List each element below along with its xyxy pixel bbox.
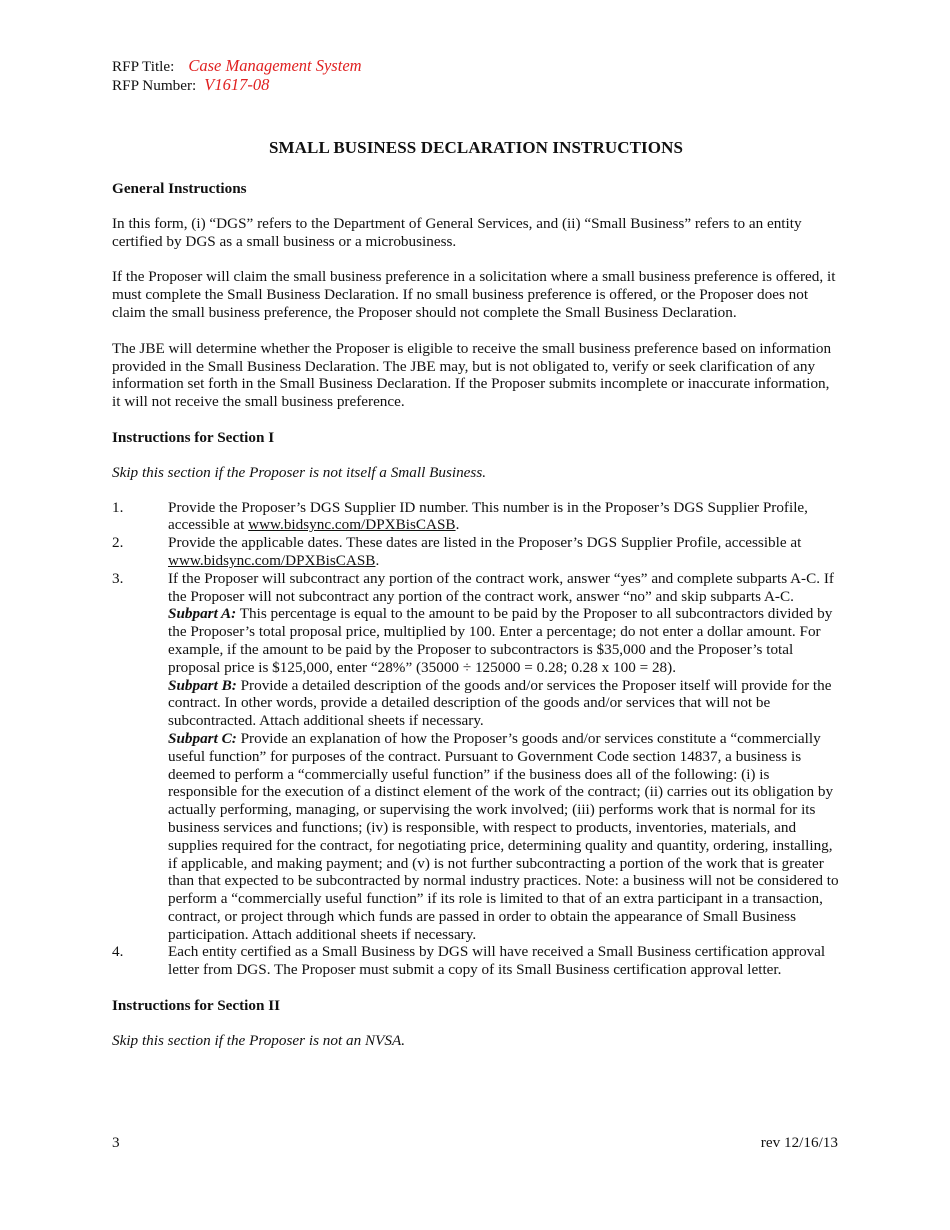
item-1-text: Provide the Proposer’s DGS Supplier ID number. This number is in the Proposer’s DGS Supplier Profile, accessible at xyxy=(168,498,808,534)
subpart-c-text: Provide an explanation of how the Proposer’s goods and/or services constitute a “commercially useful function” for purposes of the contract. Pursuant to Government Code section 14837, a business is deemed to perform a “commercially useful function” if the business does all of the following: (i) is responsible for the execution of a distinct element of the work of the contract; (ii) carries out its obligation by actually performing, managing, or supervising the work involved; (iii) performs work that is normal for its business services and functions; (iv) is responsible, with respect to products, inventories, materials, and supplies required for the contract, for negotiating price, determining quality and quantity, ordering, installing, if applicable, and making payment; and (v) is not further subcontracting a portion of the work that is greater than that expected to be subcontracted by normal industry practices. Note: a business will not be considered to perform a “commercially useful function” if its role is limited to that of an extra participant in a transaction, contract, or project through which funds are passed in order to obtain the appearance of Small Business participation. Attach additional sheets if necessary. xyxy=(168,729,839,943)
section-2-skip-note: Skip this section if the Proposer is not an NVSA. xyxy=(112,1031,406,1049)
rfp-number-line xyxy=(112,76,840,95)
list-item-number: 4. xyxy=(112,943,124,961)
list-item-number: 3. xyxy=(112,569,124,587)
section-1-heading: Instructions for Section I xyxy=(112,428,275,446)
list-item xyxy=(112,534,840,570)
subpart-a-text: This percentage is equal to the amount to be paid by the Proposer to all subcontractors divided by the Proposer’s total proposal price, multiplied by 100. Enter a percentage; do not enter a dollar amount. For example, if the amount to be paid by the Proposer to subcontractors is $35,000 and the Proposer’s total proposal price is $125,000, enter “28%” (35000 ÷ 125000 = 0.28; 0.28 x 100 = 28). xyxy=(168,605,833,676)
general-paragraph-1: In this form, (i) “DGS” refers to the Department of General Services, and (ii) “Small Business” refers to an entity certified by DGS as a small business or a microbusiness. xyxy=(112,214,802,250)
rfp-number-value: V1617-08 xyxy=(204,75,270,94)
rfp-number-label: RFP Number: xyxy=(112,77,197,94)
subpart-b-text: Provide a detailed description of the goods and/or services the Proposer itself will provide for the contract. In other words, provide a detailed description of the goods and/or services that will not be subcontracted. Attach additional sheets if necessary. xyxy=(168,676,832,730)
subpart-a xyxy=(168,605,840,676)
rfp-title-line xyxy=(112,57,840,76)
section-1-instruction-list xyxy=(112,499,840,980)
document-page xyxy=(112,57,840,1050)
subpart-a-label: Subpart A: xyxy=(168,605,237,623)
item-2-text: Provide the applicable dates. These dates are listed in the Proposer’s DGS Supplier Profile, accessible at xyxy=(168,534,802,552)
list-item-number: 2. xyxy=(112,534,124,552)
list-item-text xyxy=(168,570,840,944)
page-title: SMALL BUSINESS DECLARATION INSTRUCTIONS xyxy=(268,138,684,157)
list-item xyxy=(112,570,840,944)
list-item-text xyxy=(168,534,840,570)
subpart-c-label: Subpart C: xyxy=(168,729,237,747)
subpart-c xyxy=(168,730,840,944)
rfp-title-value: Case Management System xyxy=(188,56,362,75)
general-paragraph-2: If the Proposer will claim the small business preference in a solicitation where a small business preference is offered, it must complete the Small Business Declaration. If no small business preference is offered, or the Proposer does not claim the small business preference, the Proposer should not complete the Small Business Declaration. xyxy=(112,268,836,321)
subpart-b xyxy=(168,677,840,730)
item-3-text: If the Proposer will subcontract any portion of the contract work, answer “yes” and complete subparts A-C. If the Proposer will not subcontract any portion of the contract work, answer “no” and skip subparts A-C. xyxy=(168,569,834,605)
bidsync-link[interactable]: www.bidsync.com/DPXBisCASB xyxy=(168,551,376,569)
page-number: 3 xyxy=(112,1134,120,1151)
list-item-text xyxy=(168,499,840,535)
list-item-number: 1. xyxy=(112,498,124,516)
list-item xyxy=(112,943,840,979)
rfp-title-label: RFP Title: xyxy=(112,58,175,75)
list-item-text: Each entity certified as a Small Business by DGS will have received a Small Business certification approval letter from DGS. The Proposer must submit a copy of its Small Business certification approval letter. xyxy=(168,943,826,979)
subpart-b-label: Subpart B: xyxy=(168,676,237,694)
general-paragraph-3: The JBE will determine whether the Proposer is eligible to receive the small business preference based on information provided in the Small Business Declaration. The JBE may, but is not obligated to, verify or seek clarification of any information set forth in the Small Business Declaration. If the Proposer submits incomplete or inaccurate information, it will not receive the small business preference. xyxy=(112,339,832,411)
section-1-skip-note: Skip this section if the Proposer is not itself a Small Business. xyxy=(112,463,487,481)
general-instructions-heading: General Instructions xyxy=(112,180,247,197)
list-item xyxy=(112,499,840,535)
bidsync-link[interactable]: www.bidsync.com/DPXBisCASB xyxy=(248,516,456,534)
section-2-heading: Instructions for Section II xyxy=(112,997,281,1015)
revision-date: rev 12/16/13 xyxy=(760,1134,838,1151)
item-1-period: . xyxy=(455,516,460,534)
item-2-period: . xyxy=(375,551,380,569)
